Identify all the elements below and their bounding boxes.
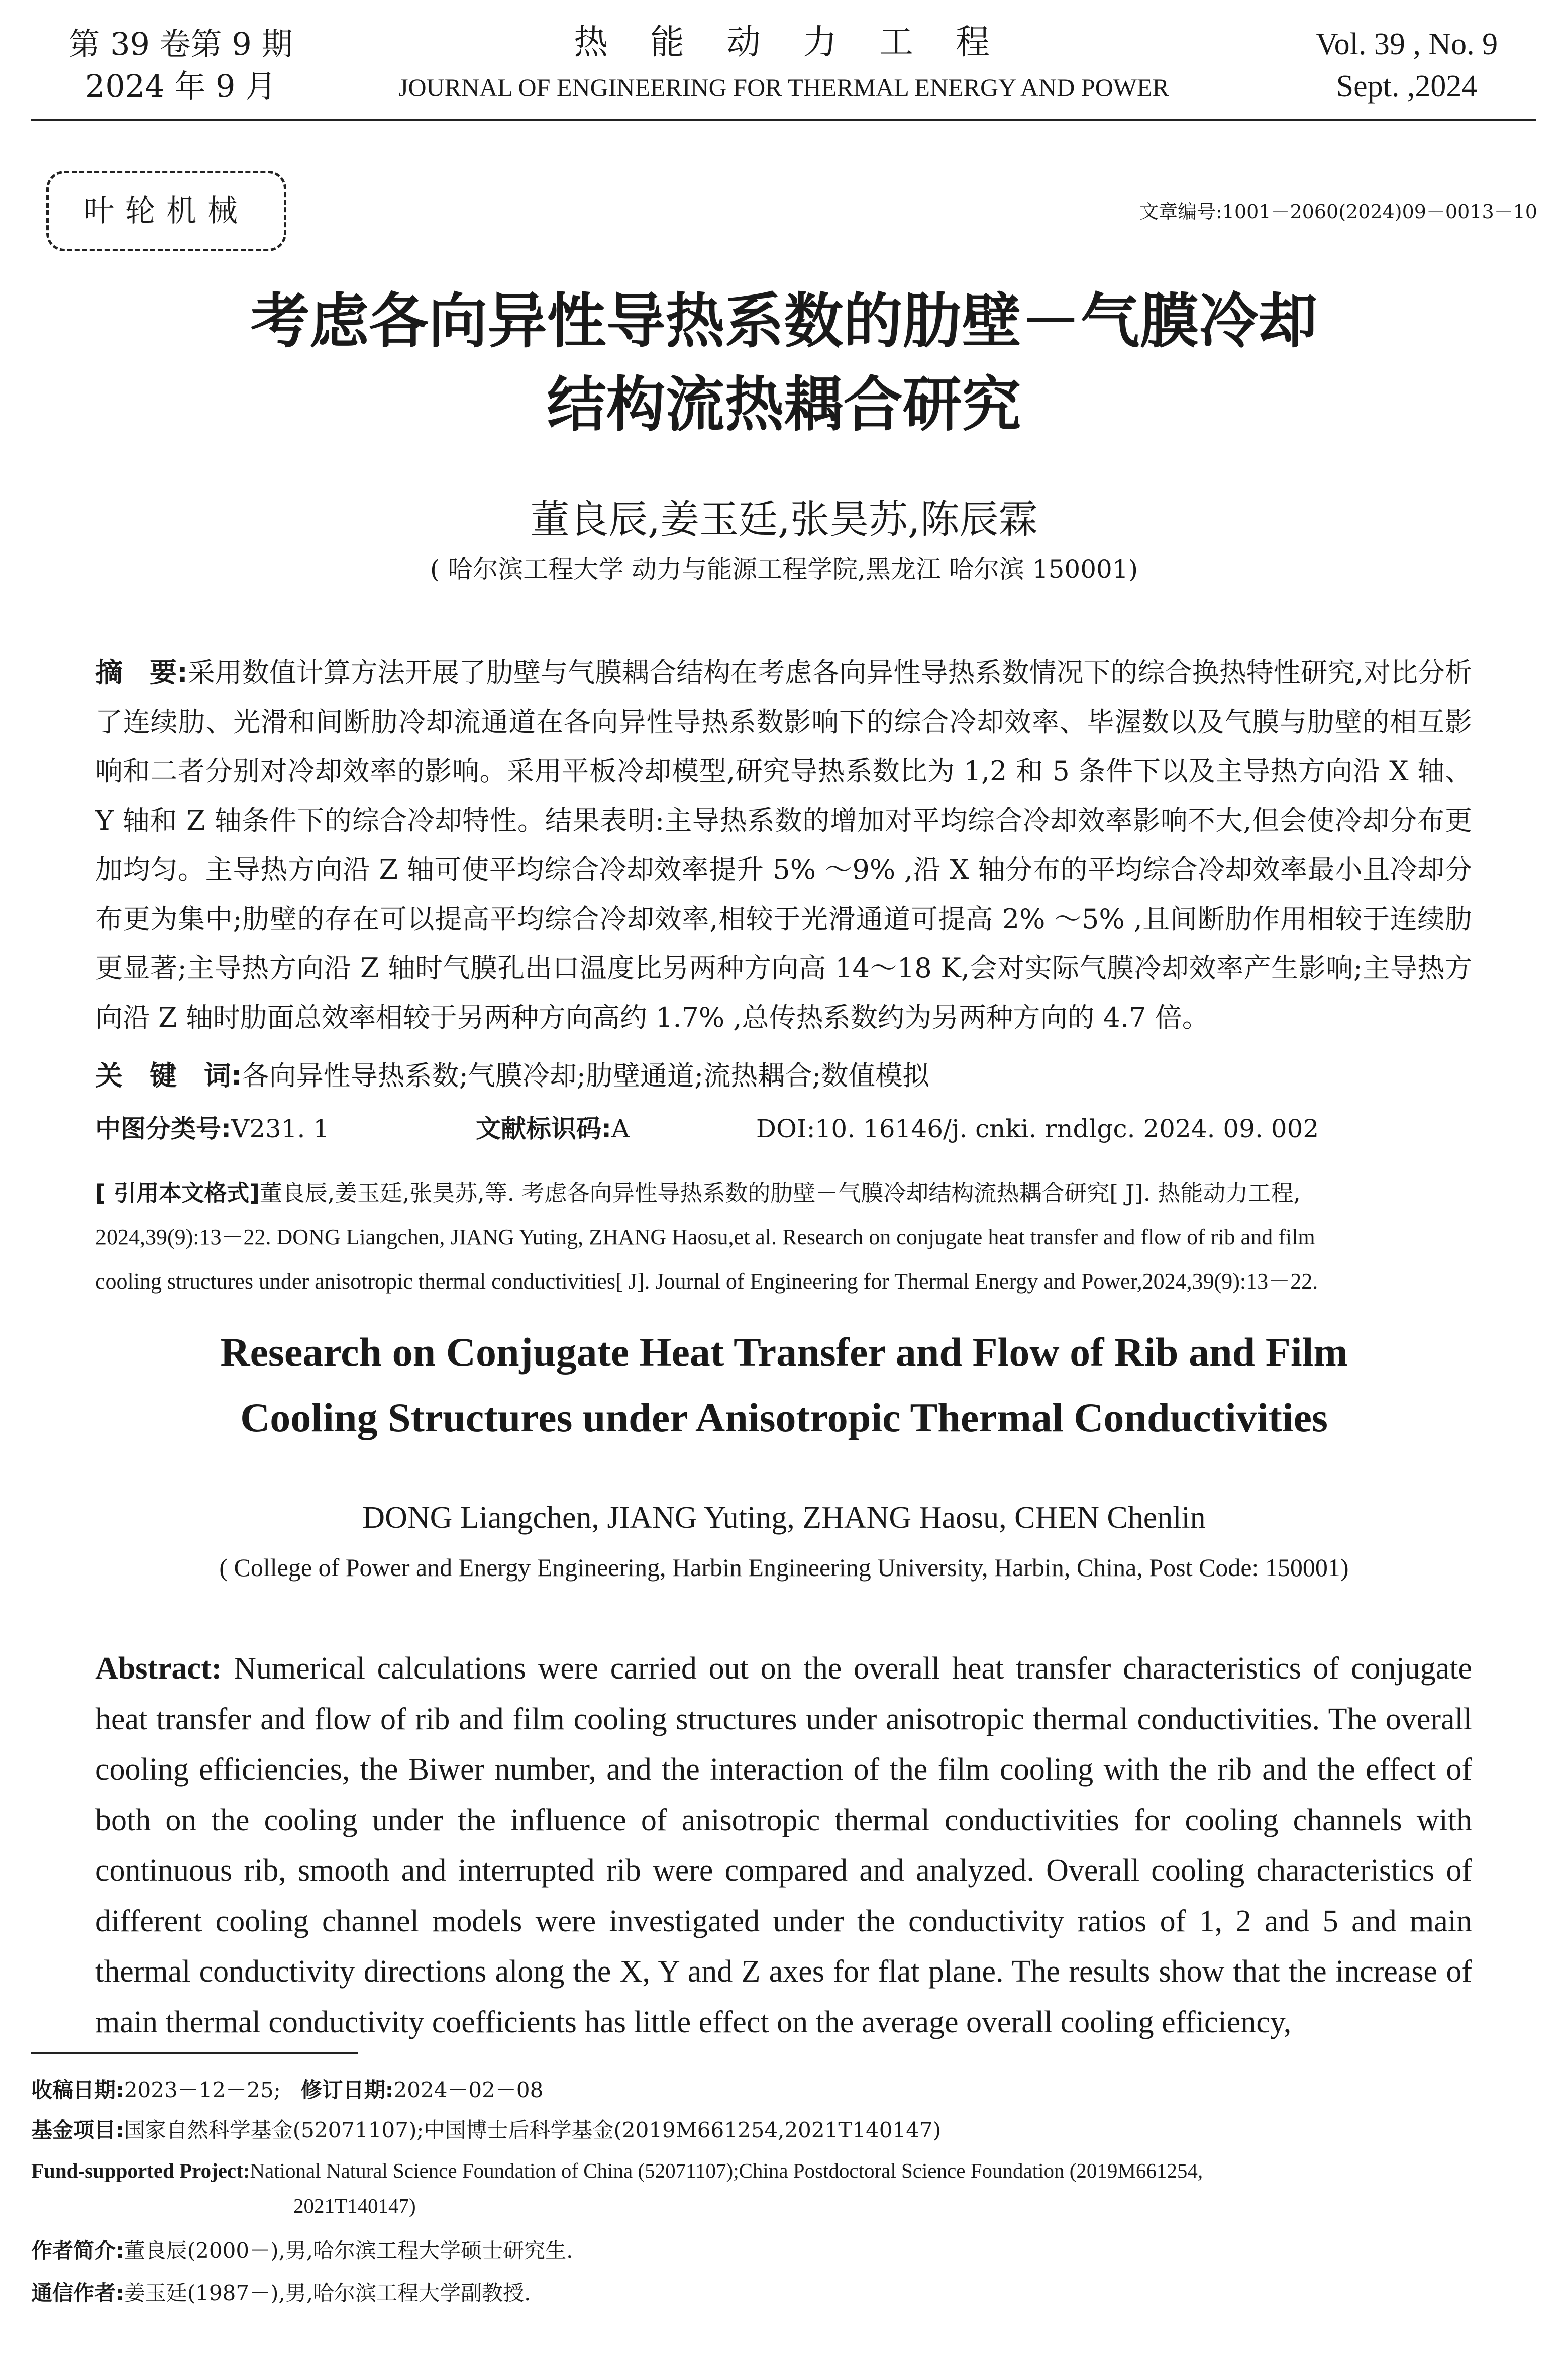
doc-code-value: A [611, 1114, 630, 1143]
citation-line-1 [95, 1171, 1472, 1215]
fund-cn [31, 2114, 1518, 2147]
fund-cn-label: 基金项目: [31, 2118, 124, 2142]
author-bio-label: 作者简介: [31, 2238, 124, 2263]
corresponding-label: 通信作者: [31, 2281, 124, 2305]
keywords-text: 各向异性导热系数;气膜冷却;肋壁通道;流热耦合;数值模拟 [242, 1060, 930, 1092]
title-cn-line-2: 结构流热耦合研究 [547, 370, 1021, 439]
date-cn: 2024 年 9 月 [85, 68, 277, 105]
header-rule [31, 119, 1536, 121]
citation-text-1: 董良辰,姜玉廷,张昊苏,等. 考虑各向异性导热系数的肋壁－气膜冷却结构流热耦合研究[ J]. 热能动力工程, [259, 1179, 1301, 1206]
fund-en [31, 2154, 1518, 2187]
clc-label: 中图分类号: [95, 1114, 231, 1143]
authors-cn: 董良辰,姜玉廷,张昊苏,陈辰霖 [530, 497, 1038, 542]
fund-cn-text: 国家自然科学基金(52071107);中国博士后科学基金(2019M661254,2021T140147) [124, 2118, 942, 2142]
date-en: Sept. ,2024 [1336, 69, 1478, 104]
citation-label: [ 引用本文格式] [95, 1179, 260, 1206]
revised-label: 修订日期: [300, 2078, 394, 2102]
classification-row [95, 1109, 1319, 1149]
title-en-line-2: Cooling Structures under Anisotropic Thermal Conductivities [240, 1395, 1328, 1440]
abstract-en [95, 1643, 1472, 2050]
author-bio [31, 2234, 1518, 2268]
keywords-cn [95, 1051, 1472, 1101]
received-label: 收稿日期: [31, 2078, 124, 2102]
title-cn-line-1: 考虑各向异性导热系数的肋壁－气膜冷却 [250, 286, 1318, 356]
issue-cn: 第 39 卷第 9 期 [69, 26, 293, 62]
fund-en-continued: 2021T140147) [293, 2194, 416, 2217]
received-dates [31, 2074, 1518, 2107]
fund-en-text: National Natural Science Foundation of China (52071107);China Postdoctoral Science Foundation (2019M661254, [250, 2159, 1203, 2182]
clc-value: V231. 1 [231, 1114, 330, 1143]
author-bio-text: 董良辰(2000－),男,哈尔滨工程大学硕士研究生. [124, 2238, 573, 2263]
volume-en: Vol. 39 , No. 9 [1315, 27, 1498, 61]
citation-line-3: cooling structures under anisotropic thermal conductivities[ J]. Journal of Engineering for Thermal Energy and Power,2024,39(9):13－22. [95, 1269, 1318, 1294]
citation-line-2: 2024,39(9):13－22. DONG Liangchen, JIANG Yuting, ZHANG Haosu,et al. Research on conjugate heat transfer and flow of rib and film [95, 1225, 1315, 1249]
received-date: 2023－12－25; [124, 2078, 281, 2102]
abstract-cn-text: 采用数值计算方法开展了肋壁与气膜耦合结构在考虑各向异性导热系数情况下的综合换热特性研究,对比分析了连续肋、光滑和间断肋冷却流通道在各向异性导热系数影响下的综合冷却效率、毕渥数以及气膜与肋壁的相互影响和二者分别对冷却效率的影响。采用平板冷却模型,研究导热系数比为 1,2 和 5 条件下以及主导热方向沿 X 轴、Y 轴和 Z 轴条件下的综合冷却特性。结果表明:主导热系数的增加对平均综合冷却效率影响不大,但会使冷却分布更加均匀。主导热方向沿 Z 轴可使平均综合冷却效率提升 5% ～9% ,沿 X 轴分布的平均综合冷却效率最小且冷却分布更为集中;肋壁的存在可以提高平均综合冷却效率,相较于光滑通道可提高 2% ～5% ,且间断肋作用相较于连续肋更显著;主导热方向沿 Z 轴时气膜孔出口温度比另两种方向高 14～18 K,会对实际气膜冷却效率产生影响;主导热方向沿 Z 轴时肋面总效率相较于另两种方向高约 1.7% ,总传热系数约为另两种方向的 4.7 倍。 [95, 657, 1472, 1033]
abstract-cn-label: 摘 要: [95, 657, 188, 688]
abstract-cn [95, 648, 1472, 1045]
revised-date: 2024－02－08 [393, 2078, 544, 2102]
fund-en-label: Fund-supported Project: [31, 2159, 250, 2182]
footnote-rule [31, 2052, 358, 2054]
abstract-en-text: Numerical calculations were carried out on the overall heat transfer characteristics of conjugate heat transfer and flow of rib and film cooling structures under anisotropic thermal conductivities. The overall cooling efficiencies, the Biwer number, and the interaction of the film cooling with the rib and the effect of both on the cooling under the influence of anisotropic thermal conductivities for cooling channels with continuous rib, smooth and interrupted rib were compared and analyzed. Overall cooling characteristics of different cooling channel models were investigated under the conductivity ratios of 1, 2 and 5 and main thermal conductivity directions along the X, Y and Z axes for flat plane. The results show that the increase of main thermal conductivity coefficients has little effect on the average overall cooling efficiency, [95, 1651, 1472, 2039]
journal-name-cn: 热 能 动 力 工 程 [573, 23, 994, 62]
affiliation-cn: ( 哈尔滨工程大学 动力与能源工程学院,黑龙江 哈尔滨 150001) [430, 555, 1138, 584]
authors-en: DONG Liangchen, JIANG Yuting, ZHANG Haosu, CHEN Chenlin [362, 1501, 1206, 1535]
article-number: 文章编号:1001－2060(2024)09－0013－10 [1139, 201, 1537, 223]
title-en-line-1: Research on Conjugate Heat Transfer and Flow of Rib and Film [220, 1329, 1348, 1375]
keywords-label: 关 键 词: [95, 1060, 242, 1092]
abstract-en-label: Abstract: [95, 1651, 222, 1686]
corresponding-text: 姜玉廷(1987－),男,哈尔滨工程大学副教授. [124, 2281, 531, 2305]
corresponding-author [31, 2277, 1518, 2310]
affiliation-en: ( College of Power and Energy Engineering, Harbin Engineering University, Harbin, China, Post Code: 150001) [219, 1553, 1349, 1582]
doc-code-label: 文献标识码: [475, 1114, 611, 1143]
journal-name-en: JOURNAL OF ENGINEERING FOR THERMAL ENERGY AND POWER [398, 73, 1169, 102]
section-label: 叶轮机械 [84, 193, 249, 229]
doi: DOI:10. 16146/j. cnki. rndlgc. 2024. 09. 002 [756, 1114, 1319, 1143]
